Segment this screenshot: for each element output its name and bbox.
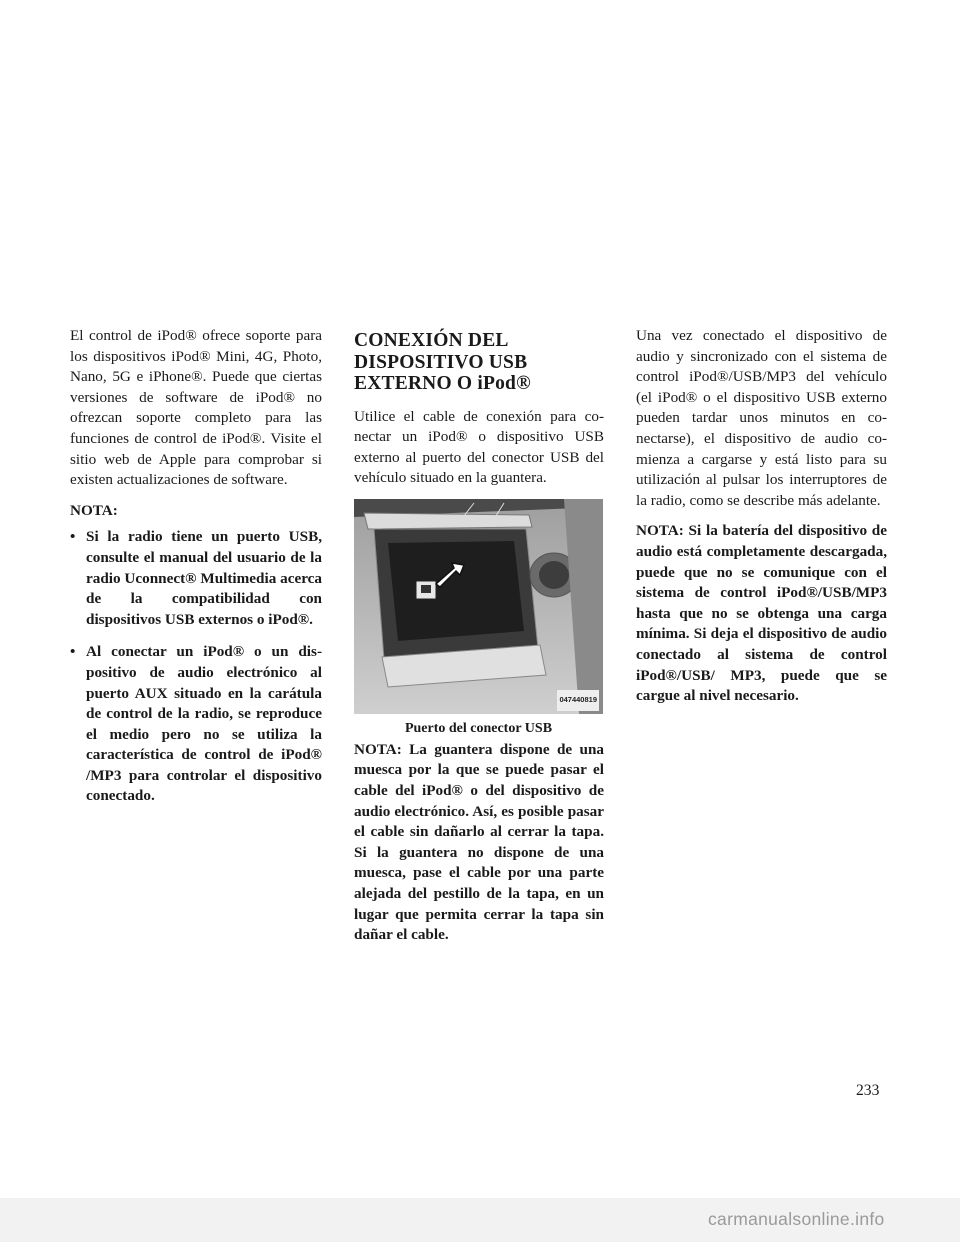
image-id-label: 047440819	[557, 690, 599, 711]
connection-paragraph: Utilice el cable de conexión para conectar un iPod® o dispositivo USB externo al puerto del conector USB del vehículo situado en la guantera.	[354, 407, 604, 487]
charging-paragraph: Una vez conectado el dispositivo de audio y sincronizado con el sistema de control iPod®/USB/MP3 del vehículo (el iPod® o el dispositivo USB externo pueden tardar unos minutos en conectarse), el dispositivo de audio comienza a cargarse y está listo para su utilización al pulsar los interruptores de la radio, como se describe más adelante.	[636, 327, 887, 509]
glovebox-illustration	[354, 499, 603, 714]
page-number: 233	[856, 1082, 880, 1099]
note-bullet-list	[70, 527, 322, 807]
section-heading: CONEXIÓN DEL DISPOSITIVO USB EXTERNO O iPod®	[354, 330, 531, 394]
watermark-text: carmanualsonline.info	[708, 1209, 885, 1229]
left-column	[70, 326, 322, 819]
note-label: NOTA:	[70, 501, 118, 519]
right-column	[636, 326, 887, 717]
glovebox-usb-photo	[354, 499, 603, 714]
middle-column	[354, 330, 604, 956]
bullet-text-usb: Si la radio tiene un puerto USB, consulte el manual del usuario de la radio Uconnect® Multimedia acerca de la compatibilidad con dispositivos USB externos o iPod®.	[86, 528, 322, 628]
list-item	[70, 642, 322, 807]
list-item	[70, 527, 322, 630]
bullet-text-aux: Al conectar un iPod® o un dispositivo de audio electrónico al puerto AUX situado en la carátula de control de la radio, se reproduce el medio pero no se utiliza la característica de control de iPod® /MP3 para controlar el dispositivo conectado.	[86, 643, 322, 805]
intro-paragraph: El control de iPod® ofrece soporte para los dispositivos iPod® Mini, 4G, Photo, Nano, 5G e iPhone®. Puede que ciertas versiones de software de iPod® no ofrezcan soporte completo para las funciones de control de iPod®. Visite el sitio web de Apple para comprobar si existen actualizaciones de software.	[70, 327, 322, 489]
glovebox-note: NOTA: La guantera dispone de una muesca por la que se puede pasar el cable del iPod® o del dispositivo de audio electrónico. Así, es posible pasar el cable sin dañarlo al cerrar la tapa. Si la guantera no dispone de una muesca, pase el cable por una parte alejada del pestillo de la tapa, en un lugar que permita cerrar la tapa sin dañar el cable.	[354, 740, 604, 944]
figure-caption: Puerto del conector USB	[404, 720, 553, 736]
usb-port-figure	[354, 499, 603, 740]
battery-note: NOTA: Si la batería del dispositivo de audio está completamente descargada, puede que no se comunique con el sistema de control iPod®/USB/MP3 hasta que no se obtenga una carga mínima. Si deja el dispositivo de audio conectado al sistema de control iPod®/USB/ MP3, puede que se cargue al nivel necesario.	[636, 522, 887, 705]
bullet-icon: •	[70, 528, 76, 546]
bullet-icon: •	[70, 643, 76, 661]
